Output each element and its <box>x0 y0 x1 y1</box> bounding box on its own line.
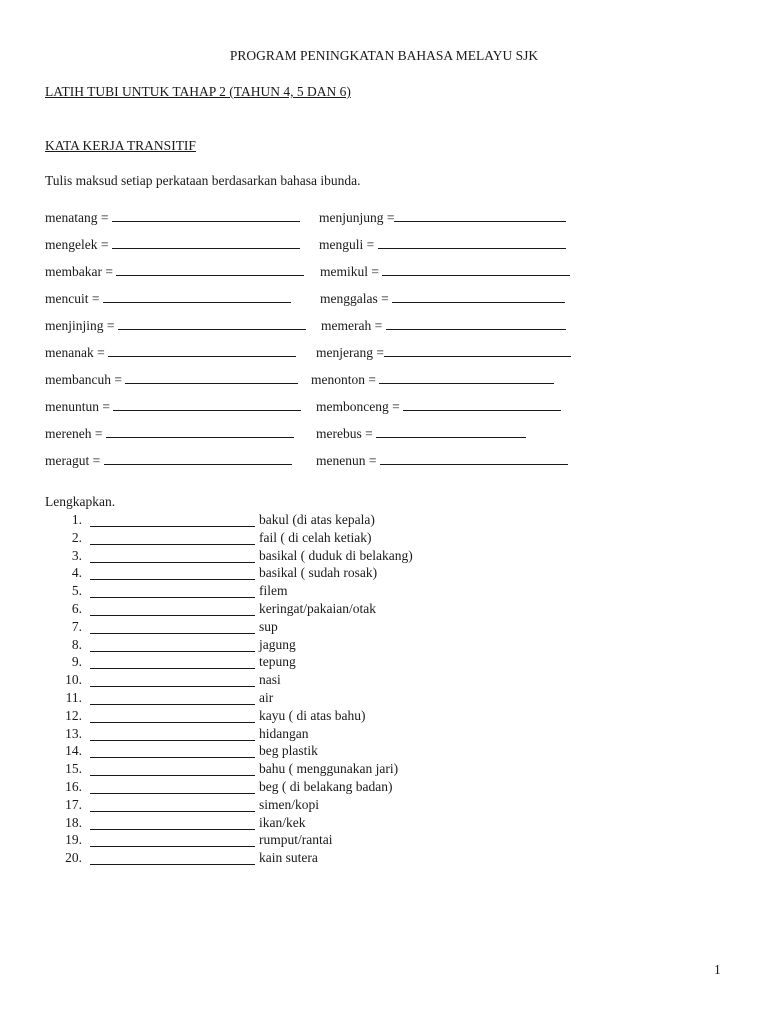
item-number: 16. <box>65 779 82 794</box>
vocab-word: menonton = <box>311 371 554 388</box>
page-number: 1 <box>714 962 721 977</box>
item-text: hidangan <box>259 725 309 741</box>
list-item <box>50 708 450 726</box>
item-text: air <box>259 690 274 705</box>
vocab-word: menuntun = <box>45 398 301 415</box>
answer-blank[interactable] <box>90 567 255 580</box>
page-title: PROGRAM PENINGKATAN BAHASA MELAYU SJK <box>229 48 539 63</box>
item-number: 10. <box>65 672 82 688</box>
answer-blank[interactable] <box>90 728 255 741</box>
answer-blank[interactable] <box>118 317 306 330</box>
list-item <box>50 832 450 850</box>
item-text: keringat/pakaian/otak <box>259 601 376 616</box>
vocab-row <box>45 209 605 227</box>
answer-blank[interactable] <box>113 398 301 411</box>
item-number: 12. <box>65 707 82 723</box>
list-item <box>50 743 450 761</box>
section-heading: KATA KERJA TRANSITIF <box>45 138 196 153</box>
item-text: nasi <box>259 672 281 688</box>
answer-blank[interactable] <box>403 398 561 411</box>
vocab-word: memikul = <box>320 263 570 280</box>
item-number: 17. <box>65 796 82 812</box>
item-number: 4. <box>71 565 82 581</box>
list-item <box>50 761 450 779</box>
list-item <box>50 797 450 815</box>
answer-blank[interactable] <box>90 781 255 794</box>
answer-blank[interactable] <box>380 452 568 465</box>
answer-blank[interactable] <box>376 425 526 438</box>
item-text: tepung <box>259 654 296 670</box>
vocab-word: menatang = <box>45 209 300 226</box>
item-number: 18. <box>65 814 82 830</box>
answer-blank[interactable] <box>384 344 571 357</box>
vocab-word: mereneh = <box>45 425 294 442</box>
list-item <box>50 690 450 708</box>
item-number: 6. <box>71 601 82 616</box>
list-item <box>50 779 450 797</box>
answer-blank[interactable] <box>112 209 300 222</box>
item-text: fail ( di celah ketiak) <box>259 529 372 545</box>
answer-blank[interactable] <box>378 236 566 249</box>
item-text: beg ( di belakang badan) <box>259 779 393 794</box>
list-item <box>50 548 450 566</box>
answer-blank[interactable] <box>90 834 255 847</box>
list-item <box>50 583 450 601</box>
vocab-word: menjinjing = <box>45 317 306 334</box>
answer-blank[interactable] <box>90 852 255 865</box>
item-number: 8. <box>71 636 82 652</box>
item-text: filem <box>259 583 288 599</box>
vocab-row <box>45 452 605 470</box>
answer-blank[interactable] <box>90 692 255 705</box>
worksheet-subtitle: LATIH TUBI UNTUK TAHAP 2 (TAHUN 4, 5 DAN 6) <box>45 84 351 99</box>
item-text: ikan/kek <box>259 814 306 830</box>
answer-blank[interactable] <box>379 371 554 384</box>
vocab-word: meragut = <box>45 452 292 469</box>
answer-blank[interactable] <box>90 550 255 563</box>
item-text: kain sutera <box>259 850 318 866</box>
vocab-row <box>45 290 605 308</box>
answer-blank[interactable] <box>116 263 304 276</box>
list-item <box>50 530 450 548</box>
answer-blank[interactable] <box>90 763 255 776</box>
vocab-row <box>45 236 605 254</box>
answer-blank[interactable] <box>90 532 255 545</box>
list-item <box>50 637 450 655</box>
vocab-word: merebus = <box>316 425 526 442</box>
answer-blank[interactable] <box>392 290 565 303</box>
vocab-word: menjunjung = <box>319 209 566 226</box>
answer-blank[interactable] <box>394 209 566 222</box>
item-text: kayu ( di atas bahu) <box>259 707 366 723</box>
item-number: 15. <box>65 761 82 777</box>
complete-heading: Lengkapkan. <box>45 494 116 509</box>
item-text: jagung <box>259 636 296 652</box>
vocab-row <box>45 398 605 416</box>
vocab-word: menanak = <box>45 344 296 361</box>
vocab-row <box>45 344 605 362</box>
list-item <box>50 619 450 637</box>
answer-blank[interactable] <box>90 639 255 652</box>
answer-blank[interactable] <box>90 656 255 669</box>
answer-blank[interactable] <box>90 603 255 616</box>
item-text: bakul (di atas kepala) <box>259 512 375 527</box>
list-item <box>50 850 450 868</box>
answer-blank[interactable] <box>90 817 255 830</box>
vocab-row <box>45 425 605 443</box>
item-number: 1. <box>71 512 82 527</box>
vocab-row <box>45 263 605 281</box>
vocab-row <box>45 371 605 389</box>
vocab-word: menenun = <box>316 452 568 469</box>
vocab-row <box>45 317 605 335</box>
answer-blank[interactable] <box>112 236 300 249</box>
answer-blank[interactable] <box>104 452 292 465</box>
item-text: sup <box>259 618 278 634</box>
answer-blank[interactable] <box>90 514 255 527</box>
vocab-word: mengelek = <box>45 236 300 253</box>
item-text: basikal ( duduk di belakang) <box>259 547 413 563</box>
answer-blank[interactable] <box>90 799 255 812</box>
answer-blank[interactable] <box>90 710 255 723</box>
list-item <box>50 601 450 619</box>
list-item <box>50 672 450 690</box>
answer-blank[interactable] <box>382 263 570 276</box>
vocab-word: membonceng = <box>316 398 561 415</box>
item-text: rumput/rantai <box>259 832 333 848</box>
item-number: 3. <box>71 547 82 563</box>
item-text: basikal ( sudah rosak) <box>259 565 378 581</box>
vocab-word: mencuit = <box>45 290 291 307</box>
item-number: 5. <box>71 583 82 599</box>
item-text: bahu ( menggunakan jari) <box>259 761 399 777</box>
instruction-text: Tulis maksud setiap perkataan berdasarkan bahasa ibunda. <box>45 173 361 188</box>
vocab-word: menggalas = <box>320 290 565 307</box>
item-number: 19. <box>65 832 82 848</box>
answer-blank[interactable] <box>125 371 298 384</box>
list-item <box>50 512 450 530</box>
answer-blank[interactable] <box>90 585 255 598</box>
answer-blank[interactable] <box>90 621 255 634</box>
item-number: 14. <box>65 743 82 759</box>
item-number: 9. <box>71 654 82 670</box>
list-item <box>50 654 450 672</box>
list-item <box>50 726 450 744</box>
item-text: simen/kopi <box>259 796 319 812</box>
vocab-word: menguli = <box>319 236 566 253</box>
answer-blank[interactable] <box>103 290 291 303</box>
item-number: 11. <box>65 690 82 705</box>
vocab-word: membancuh = <box>45 371 298 388</box>
item-number: 7. <box>71 618 82 634</box>
item-number: 13. <box>65 725 82 741</box>
answer-blank[interactable] <box>90 745 255 758</box>
item-number: 20. <box>65 850 82 866</box>
list-item <box>50 815 450 833</box>
vocab-word: menjerang = <box>316 344 571 361</box>
vocab-word: memerah = <box>321 317 566 334</box>
item-number: 2. <box>71 529 82 545</box>
answer-blank[interactable] <box>106 425 294 438</box>
answer-blank[interactable] <box>108 344 296 357</box>
list-item <box>50 565 450 583</box>
answer-blank[interactable] <box>90 674 255 687</box>
item-text: beg plastik <box>259 743 318 759</box>
answer-blank[interactable] <box>386 317 566 330</box>
vocab-word: membakar = <box>45 263 304 280</box>
